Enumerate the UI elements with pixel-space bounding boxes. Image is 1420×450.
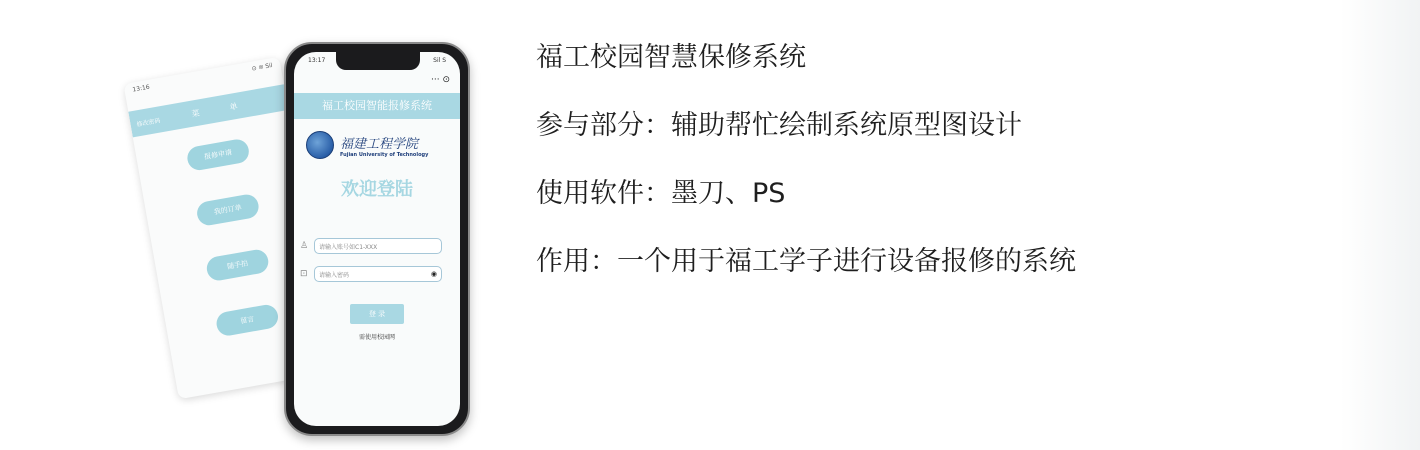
project-title: 福工校园智慧保修系统 — [536, 42, 806, 73]
university-name-cn: 福建工程学院 — [340, 136, 419, 152]
menu-title: 菜 单 — [190, 98, 253, 119]
phone-notch — [336, 52, 420, 70]
back-phone-time: 13:16 — [131, 83, 151, 94]
project-software: 使用软件：墨刀、PS — [536, 178, 786, 209]
project-purpose: 作用：一个用于福工学子进行设备报修的系统 — [536, 246, 1076, 277]
account-field — [300, 238, 442, 254]
miniprogram-menu-icon[interactable]: ··· ⊙ — [431, 75, 450, 85]
account-input[interactable]: 请输入账号如C1-XXX — [314, 238, 442, 254]
welcome-heading: 欢迎登陆 — [341, 179, 413, 200]
snapshot-button[interactable]: 随手拍 — [205, 248, 270, 282]
phone-screen — [294, 52, 460, 426]
hide-password-icon[interactable]: ◉ — [430, 270, 437, 278]
lock-icon: ⊡ — [300, 269, 308, 279]
project-role: 参与部分：辅助帮忙绘制系统原型图设计 — [536, 110, 1022, 141]
password-placeholder: 请输入密码 — [319, 271, 350, 279]
change-password-link[interactable]: 修改密码 — [136, 116, 161, 128]
campus-network-note: 需使用校园网 — [358, 334, 395, 341]
repair-request-button[interactable]: 报修申请 — [186, 138, 251, 172]
project-info — [536, 38, 1076, 310]
user-icon: ♙ — [300, 241, 309, 251]
password-input[interactable] — [314, 266, 442, 282]
university-logo — [294, 119, 460, 159]
front-phone-time: 13:17 — [308, 57, 326, 64]
back-phone-status-icons: ⊙ ≋ Sil — [251, 62, 274, 73]
login-button[interactable]: 登 录 — [350, 304, 404, 324]
front-phone-status-icons: Sil S — [433, 57, 446, 64]
university-name-en: Fujian University of Technology — [340, 151, 429, 158]
my-orders-button[interactable]: 我的订单 — [195, 193, 260, 227]
password-field — [300, 266, 442, 282]
front-phone-mockup — [284, 42, 470, 436]
message-button[interactable]: 留言 — [215, 303, 280, 337]
background-fade — [1340, 0, 1420, 450]
app-header-title: 福工校园智能报修系统 — [294, 93, 460, 119]
university-emblem-icon — [306, 131, 334, 159]
